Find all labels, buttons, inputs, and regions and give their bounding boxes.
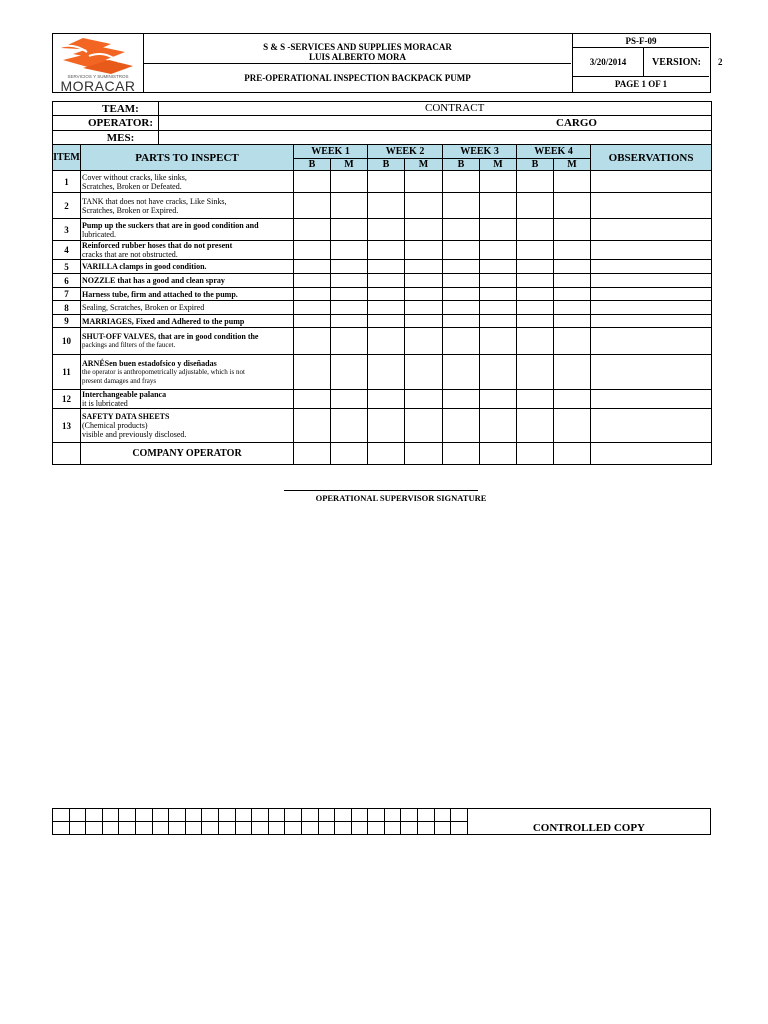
- company-operator-cell[interactable]: [368, 443, 405, 465]
- person-name: LUIS ALBERTO MORA: [308, 52, 407, 62]
- item-line-1: Harness tube, firm and attached to the pump.: [82, 289, 238, 299]
- company-operator-cell[interactable]: [480, 443, 517, 465]
- check-cell[interactable]: [480, 409, 517, 443]
- item-line-2: lubricated.: [82, 229, 116, 239]
- check-cell[interactable]: [294, 219, 331, 241]
- observation-cell[interactable]: [591, 390, 712, 409]
- item-line-2: Scratches, Broken or Defeated.: [82, 181, 182, 191]
- footer-cell[interactable]: [285, 809, 302, 822]
- check-cell[interactable]: [517, 193, 554, 219]
- signature-label: OPERATIONAL SUPERVISOR SIGNATURE: [315, 493, 487, 503]
- item-line-1: TANK that does not have cracks, Like Sinks,: [82, 196, 227, 206]
- footer-cell[interactable]: [235, 822, 252, 835]
- version-value: 2: [718, 57, 723, 67]
- check-cell[interactable]: [554, 274, 591, 288]
- check-cell[interactable]: [294, 260, 331, 274]
- item-line-3: present damages and frays: [82, 376, 157, 385]
- observation-cell[interactable]: [591, 315, 712, 328]
- item-number: 1: [53, 171, 81, 193]
- item-number: 3: [53, 219, 81, 241]
- item-line-1: Interchangeable palanca: [82, 390, 167, 399]
- footer-cell[interactable]: [335, 809, 352, 822]
- observation-cell[interactable]: [591, 260, 712, 274]
- check-cell[interactable]: [331, 219, 368, 241]
- team-label: TEAM:: [53, 102, 159, 116]
- table-row: [53, 409, 712, 443]
- check-cell[interactable]: [294, 193, 331, 219]
- company-name: S & S -SERVICES AND SUPPLIES MORACAR: [263, 42, 452, 52]
- check-cell[interactable]: [517, 171, 554, 193]
- company-operator-cell[interactable]: [554, 443, 591, 465]
- check-cell[interactable]: [368, 301, 405, 315]
- header-right: [572, 33, 711, 93]
- logo-mark-icon: [57, 38, 133, 74]
- item-description: [81, 193, 294, 219]
- check-cell[interactable]: [331, 241, 368, 260]
- item-line-1: MARRIAGES, Fixed and Adhered to the pump: [82, 316, 245, 326]
- table-row: [53, 301, 712, 315]
- check-cell[interactable]: [517, 390, 554, 409]
- footer-cell[interactable]: [268, 809, 285, 822]
- check-cell[interactable]: [443, 301, 480, 315]
- check-cell[interactable]: [443, 260, 480, 274]
- item-description: [81, 355, 294, 390]
- footer-cell[interactable]: [368, 809, 385, 822]
- check-cell[interactable]: [368, 409, 405, 443]
- check-cell[interactable]: [517, 355, 554, 390]
- mes-label: MES:: [53, 131, 159, 145]
- check-cell[interactable]: [554, 171, 591, 193]
- week-4-header: WEEK 4: [517, 145, 591, 159]
- item-line-1: VARILLA clamps in good condition.: [82, 262, 207, 271]
- footer-cell[interactable]: [119, 809, 136, 822]
- check-cell[interactable]: [517, 288, 554, 301]
- check-cell[interactable]: [480, 301, 517, 315]
- footer-cell[interactable]: [318, 809, 335, 822]
- observation-cell[interactable]: [591, 274, 712, 288]
- week-2-header: WEEK 2: [368, 145, 443, 159]
- col-item-header: ITEM: [53, 145, 81, 171]
- check-cell[interactable]: [294, 274, 331, 288]
- check-cell[interactable]: [368, 171, 405, 193]
- item-description: [81, 288, 294, 301]
- check-cell[interactable]: [368, 390, 405, 409]
- check-cell[interactable]: [480, 219, 517, 241]
- check-cell[interactable]: [405, 301, 443, 315]
- item-number: 9: [53, 315, 81, 328]
- check-cell[interactable]: [331, 328, 368, 355]
- check-cell[interactable]: [480, 288, 517, 301]
- item-line-2: the operator is anthropometrically adjustable, which is not: [82, 367, 245, 376]
- item-line-1: Sealing, Scratches, Broken or Expired: [82, 303, 205, 312]
- item-description: [81, 241, 294, 260]
- check-cell[interactable]: [443, 193, 480, 219]
- check-cell[interactable]: [517, 328, 554, 355]
- check-cell[interactable]: [331, 409, 368, 443]
- check-cell[interactable]: [554, 390, 591, 409]
- item-number: 2: [53, 193, 81, 219]
- check-cell[interactable]: [443, 171, 480, 193]
- footer-cell[interactable]: [53, 822, 70, 835]
- col-parts-header: PARTS TO INSPECT: [81, 145, 294, 171]
- item-line-1: Reinforced rubber hoses that do not present: [82, 241, 233, 250]
- check-cell[interactable]: [294, 171, 331, 193]
- item-rows: [53, 171, 712, 443]
- check-cell[interactable]: [443, 355, 480, 390]
- check-cell[interactable]: [517, 241, 554, 260]
- observation-cell[interactable]: [591, 193, 712, 219]
- observation-cell[interactable]: [591, 355, 712, 390]
- company-operator-label: COMPANY OPERATOR: [81, 443, 294, 465]
- check-cell[interactable]: [554, 193, 591, 219]
- observation-cell[interactable]: [591, 301, 712, 315]
- check-cell[interactable]: [480, 171, 517, 193]
- week-3-b: B: [443, 159, 480, 171]
- item-description: [81, 171, 294, 193]
- table-row: [53, 241, 712, 260]
- check-cell[interactable]: [331, 171, 368, 193]
- table-row: [53, 219, 712, 241]
- footer-cell[interactable]: [119, 822, 136, 835]
- check-cell[interactable]: [554, 219, 591, 241]
- week-1-header: WEEK 1: [294, 145, 368, 159]
- check-cell[interactable]: [443, 219, 480, 241]
- item-line-1: NOZZLE that has a good and clean spray: [82, 276, 225, 285]
- item-description: [81, 301, 294, 315]
- check-cell[interactable]: [331, 355, 368, 390]
- check-cell[interactable]: [405, 328, 443, 355]
- item-line-2: Scratches, Broken or Expired.: [82, 205, 179, 215]
- logo-top-text: SERVICIOS Y SUMINISTROS: [67, 74, 129, 79]
- check-cell[interactable]: [331, 260, 368, 274]
- check-cell[interactable]: [554, 409, 591, 443]
- check-cell[interactable]: [294, 315, 331, 328]
- check-cell[interactable]: [443, 409, 480, 443]
- footer-cell[interactable]: [318, 822, 335, 835]
- check-cell[interactable]: [331, 390, 368, 409]
- check-cell[interactable]: [443, 288, 480, 301]
- footer-cell[interactable]: [252, 822, 269, 835]
- check-cell[interactable]: [368, 328, 405, 355]
- footer-cell[interactable]: [135, 809, 152, 822]
- table-row: [53, 328, 712, 355]
- item-line-2: (Chemical products): [82, 421, 148, 430]
- check-cell[interactable]: [517, 301, 554, 315]
- item-number: 5: [53, 260, 81, 274]
- footer-grid: [52, 808, 711, 835]
- check-cell[interactable]: [368, 355, 405, 390]
- footer-cell[interactable]: [218, 809, 235, 822]
- footer-cell[interactable]: [384, 809, 401, 822]
- check-cell[interactable]: [405, 219, 443, 241]
- check-cell[interactable]: [480, 260, 517, 274]
- check-cell[interactable]: [368, 288, 405, 301]
- item-number: 11: [53, 355, 81, 390]
- check-cell[interactable]: [331, 301, 368, 315]
- footer-cell[interactable]: [285, 822, 302, 835]
- company-operator-cell[interactable]: [517, 443, 554, 465]
- observation-cell[interactable]: [591, 288, 712, 301]
- table-row: [53, 260, 712, 274]
- cargo-label: CARGO: [556, 117, 597, 129]
- moracar-logo: [53, 34, 143, 92]
- footer-cell[interactable]: [202, 809, 219, 822]
- item-line-2: packings and filters of the faucet.: [82, 341, 176, 349]
- check-cell[interactable]: [405, 241, 443, 260]
- check-cell[interactable]: [405, 193, 443, 219]
- check-cell[interactable]: [405, 409, 443, 443]
- check-cell[interactable]: [517, 219, 554, 241]
- check-cell[interactable]: [294, 328, 331, 355]
- item-description: [81, 328, 294, 355]
- team-field[interactable]: [159, 102, 712, 116]
- check-cell[interactable]: [368, 193, 405, 219]
- item-line-1: Cover without cracks, like sinks,: [82, 172, 187, 182]
- footer-cell[interactable]: [102, 809, 119, 822]
- check-cell[interactable]: [480, 193, 517, 219]
- check-cell[interactable]: [554, 355, 591, 390]
- observation-cell[interactable]: [591, 219, 712, 241]
- footer-cell[interactable]: [301, 822, 318, 835]
- footer-cell[interactable]: [218, 822, 235, 835]
- item-line-1: SAFETY DATA SHEETS: [82, 412, 170, 421]
- footer-cell[interactable]: [252, 809, 269, 822]
- check-cell[interactable]: [405, 355, 443, 390]
- footer-cell[interactable]: [152, 809, 169, 822]
- footer-cell[interactable]: [69, 809, 86, 822]
- table-row: [53, 193, 712, 219]
- check-cell[interactable]: [368, 219, 405, 241]
- table-row: [53, 171, 712, 193]
- footer-cell[interactable]: [69, 822, 86, 835]
- check-cell[interactable]: [480, 328, 517, 355]
- check-cell[interactable]: [443, 241, 480, 260]
- week-2-b: B: [368, 159, 405, 171]
- version-label: VERSION:: [644, 48, 709, 77]
- check-cell[interactable]: [294, 301, 331, 315]
- footer-cell[interactable]: [368, 822, 385, 835]
- check-cell[interactable]: [480, 390, 517, 409]
- item-description: [81, 315, 294, 328]
- company-operator-cell[interactable]: [443, 443, 480, 465]
- check-cell[interactable]: [294, 390, 331, 409]
- week-1-m: M: [331, 159, 368, 171]
- item-number: 13: [53, 409, 81, 443]
- check-cell[interactable]: [294, 241, 331, 260]
- check-cell[interactable]: [554, 315, 591, 328]
- col-observations-header: OBSERVATIONS: [591, 145, 712, 171]
- check-cell[interactable]: [517, 274, 554, 288]
- item-number: 10: [53, 328, 81, 355]
- observation-cell[interactable]: [591, 171, 712, 193]
- footer-cell[interactable]: [53, 809, 70, 822]
- footer-cell[interactable]: [152, 822, 169, 835]
- check-cell[interactable]: [480, 274, 517, 288]
- table-row: [53, 355, 712, 390]
- operator-field[interactable]: [159, 116, 712, 131]
- check-cell[interactable]: [443, 390, 480, 409]
- item-line-3: visible and previously disclosed.: [82, 430, 187, 439]
- footer-cell[interactable]: [434, 809, 451, 822]
- check-cell[interactable]: [480, 241, 517, 260]
- company-operator-cell[interactable]: [331, 443, 368, 465]
- footer-cell[interactable]: [434, 822, 451, 835]
- check-cell[interactable]: [405, 288, 443, 301]
- item-description: [81, 390, 294, 409]
- check-cell[interactable]: [368, 274, 405, 288]
- header-center: [143, 33, 573, 93]
- check-cell[interactable]: [480, 355, 517, 390]
- check-cell[interactable]: [443, 315, 480, 328]
- check-cell[interactable]: [294, 409, 331, 443]
- check-cell[interactable]: [331, 315, 368, 328]
- form-date: 3/20/2014: [573, 48, 644, 77]
- check-cell[interactable]: [405, 260, 443, 274]
- company-operator-cell[interactable]: [294, 443, 331, 465]
- check-cell[interactable]: [331, 274, 368, 288]
- signature-line[interactable]: [284, 490, 478, 491]
- item-number: 8: [53, 301, 81, 315]
- check-cell[interactable]: [405, 390, 443, 409]
- footer-cell[interactable]: [268, 822, 285, 835]
- observation-cell[interactable]: [591, 409, 712, 443]
- table-row: [53, 274, 712, 288]
- week-3-header: WEEK 3: [443, 145, 517, 159]
- footer-cell[interactable]: [418, 822, 435, 835]
- logo-brand: MORACAR: [60, 78, 136, 92]
- footer-cell[interactable]: [301, 809, 318, 822]
- footer-cell[interactable]: [401, 809, 418, 822]
- item-number: 7: [53, 288, 81, 301]
- check-cell[interactable]: [368, 315, 405, 328]
- footer-cell[interactable]: [185, 822, 202, 835]
- check-cell[interactable]: [480, 315, 517, 328]
- page-number: PAGE 1 OF 1: [614, 79, 668, 89]
- footer-cell[interactable]: [185, 809, 202, 822]
- controlled-copy: CONTROLLED COPY: [467, 809, 710, 835]
- check-cell[interactable]: [554, 241, 591, 260]
- footer-cell[interactable]: [169, 822, 186, 835]
- check-cell[interactable]: [517, 409, 554, 443]
- check-cell[interactable]: [368, 241, 405, 260]
- operator-label: OPERATOR:: [53, 116, 159, 131]
- footer-cell[interactable]: [335, 822, 352, 835]
- mes-field[interactable]: [159, 131, 712, 145]
- week-2-m: M: [405, 159, 443, 171]
- footer-cell[interactable]: [351, 809, 368, 822]
- observation-cell[interactable]: [591, 241, 712, 260]
- footer-cell[interactable]: [86, 809, 103, 822]
- week-1-b: B: [294, 159, 331, 171]
- item-line-2: cracks that are not obstructed.: [82, 250, 178, 259]
- check-cell[interactable]: [517, 260, 554, 274]
- company-operator-obs[interactable]: [591, 443, 712, 465]
- item-description: [81, 409, 294, 443]
- footer-cell[interactable]: [169, 809, 186, 822]
- item-line-1: ARNÉSen buen estadofsico y diseñadas: [82, 358, 217, 368]
- table-row: [53, 288, 712, 301]
- check-cell[interactable]: [554, 301, 591, 315]
- footer-cell[interactable]: [351, 822, 368, 835]
- inspection-table: [52, 101, 712, 465]
- observation-cell[interactable]: [591, 328, 712, 355]
- contract-label: CONTRACT: [425, 102, 485, 114]
- footer-cell[interactable]: [202, 822, 219, 835]
- form-code: PS-F-09: [573, 34, 709, 48]
- form-title: PRE-OPERATIONAL INSPECTION BACKPACK PUMP: [244, 73, 471, 83]
- footer-cell[interactable]: [384, 822, 401, 835]
- check-cell[interactable]: [443, 328, 480, 355]
- footer-cell[interactable]: [102, 822, 119, 835]
- item-description: [81, 274, 294, 288]
- item-description: [81, 260, 294, 274]
- footer-cell[interactable]: [135, 822, 152, 835]
- check-cell[interactable]: [554, 288, 591, 301]
- check-cell[interactable]: [405, 171, 443, 193]
- footer-cell[interactable]: [418, 809, 435, 822]
- footer-cell[interactable]: [401, 822, 418, 835]
- check-cell[interactable]: [294, 355, 331, 390]
- footer-cell[interactable]: [86, 822, 103, 835]
- check-cell[interactable]: [405, 274, 443, 288]
- check-cell[interactable]: [331, 288, 368, 301]
- footer-cell[interactable]: [451, 809, 468, 822]
- week-3-m: M: [480, 159, 517, 171]
- check-cell[interactable]: [405, 315, 443, 328]
- check-cell[interactable]: [443, 274, 480, 288]
- item-number: 12: [53, 390, 81, 409]
- week-4-b: B: [517, 159, 554, 171]
- item-line-1: Pump up the suckers that are in good condition and: [82, 220, 259, 230]
- footer-cell[interactable]: [235, 809, 252, 822]
- week-4-m: M: [554, 159, 591, 171]
- check-cell[interactable]: [294, 288, 331, 301]
- check-cell[interactable]: [554, 328, 591, 355]
- check-cell[interactable]: [368, 260, 405, 274]
- logo-box: [52, 33, 144, 93]
- item-line-1: SHUT-OFF VALVES, that are in good condition the: [82, 332, 259, 341]
- footer-cell[interactable]: [451, 822, 468, 835]
- item-number: 6: [53, 274, 81, 288]
- company-operator-cell[interactable]: [405, 443, 443, 465]
- table-row: [53, 390, 712, 409]
- table-row: [53, 315, 712, 328]
- item-description: [81, 219, 294, 241]
- item-line-2: it is lubricated: [82, 399, 128, 408]
- item-number: 4: [53, 241, 81, 260]
- check-cell[interactable]: [517, 315, 554, 328]
- check-cell[interactable]: [331, 193, 368, 219]
- check-cell[interactable]: [554, 260, 591, 274]
